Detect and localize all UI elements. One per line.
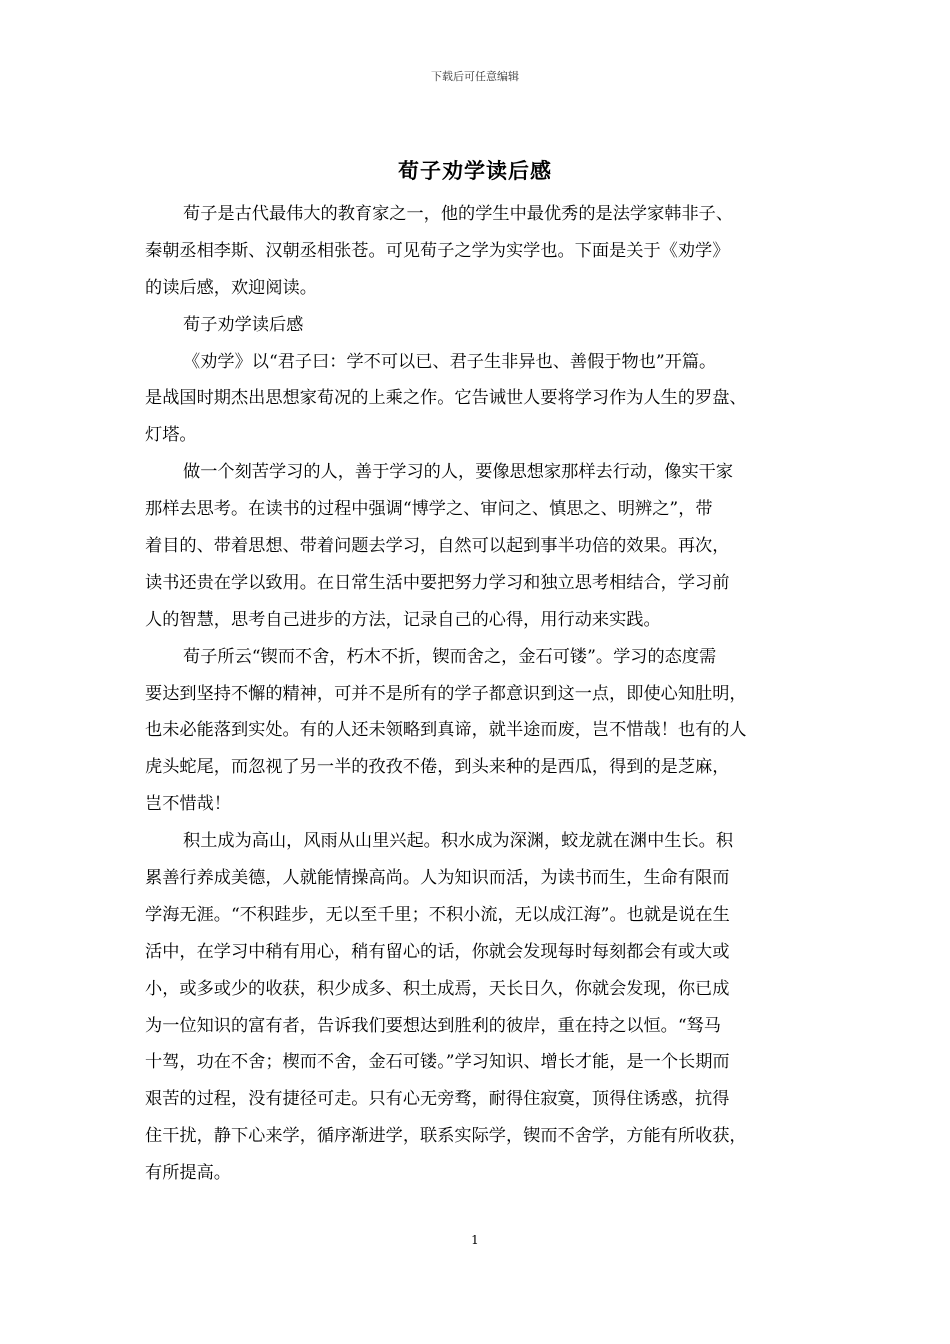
body-text-line: 艰苦的过程，没有捷径可走。只有心无旁骛，耐得住寂寞，顶得住诱惑，抗得: [145, 1089, 730, 1110]
body-text-line: 小，或多或少的收获，积少成多、积土成焉，天长日久，你就会发现，你已成: [145, 978, 730, 999]
body-text-line: 荀子劝学读后感: [183, 314, 304, 335]
body-text-line: 那样去思考。在读书的过程中强调“博学之、审问之、慎思之、明辨之”，带: [145, 499, 713, 520]
body-text-line: 也未必能落到实处。有的人还未领略到真谛，就半途而废，岂不惜哉！也有的人: [145, 720, 747, 741]
body-text-line: 十驾，功在不舍；楔而不舍，金石可镂。”学习知识、增长才能，是一个长期而: [145, 1052, 730, 1073]
body-text-line: 做一个刻苦学习的人，善于学习的人，要像思想家那样去行动，像实干家: [183, 462, 734, 483]
document-body: [145, 196, 817, 1192]
page-number: 1: [471, 1233, 479, 1247]
body-text-line: 为一位知识的富有者，告诉我们要想达到胜利的彼岸，重在持之以恒。“驽马: [145, 1015, 721, 1036]
body-text-line: 荀子所云“锲而不舍，朽木不折，锲而舍之，金石可镂”。学习的态度需: [183, 646, 717, 667]
body-text-line: 荀子是古代最伟大的教育家之一，他的学生中最优秀的是法学家韩非子、: [183, 204, 734, 224]
body-text-line: 岂不惜哉！: [145, 794, 231, 815]
body-text-line: 虎头蛇尾，而忽视了另一半的孜孜不倦，到头来种的是西瓜，得到的是芝麻，: [145, 757, 730, 778]
page-header-note: 下载后可任意编辑: [431, 70, 519, 83]
body-text-line: 活中，在学习中稍有用心，稍有留心的话，你就会发现每时每刻都会有或大或: [145, 941, 730, 962]
body-text-line: 读书还贵在学以致用。在日常生活中要把努力学习和独立思考相结合，学习前: [145, 572, 730, 593]
body-text-line: 人的智慧，思考自己进步的方法，记录自己的心得，用行动来实践。: [145, 609, 661, 630]
body-text-line: 住干扰，静下心来学，循序渐进学，联系实际学，锲而不舍学，方能有所收获，: [145, 1126, 747, 1147]
body-text-line: 要达到坚持不懈的精神，可并不是所有的学子都意识到这一点，即使心知肚明，: [145, 683, 747, 704]
body-text-line: 是战国时期杰出思想家荀况的上乘之作。它告诫世人要将学习作为人生的罗盘、: [145, 388, 747, 409]
body-text-line: 学海无涯。“不积跬步，无以至千里；不积小流，无以成江海”。也就是说在生: [145, 904, 730, 925]
body-text-line: 秦朝丞相李斯、汉朝丞相张苍。可见荀子之学为实学也。下面是关于《劝学》: [145, 240, 730, 261]
body-text-line: 着目的、带着思想、带着问题去学习，自然可以起到事半功倍的效果。再次，: [145, 536, 730, 557]
body-text-line: 的读后感，欢迎阅读。: [145, 277, 317, 298]
body-text-line: 累善行养成美德，人就能情操高尚。人为知识而活，为读书而生，生命有限而: [145, 868, 730, 889]
body-text-line: 灯塔。: [145, 425, 197, 446]
document-title: 荀子劝学读后感: [398, 158, 552, 183]
body-text-line: 积土成为高山，风雨从山里兴起。积水成为深渊，蛟龙就在渊中生长。积: [183, 831, 734, 852]
body-text-line: 《劝学》以“君子曰：学不可以已、君子生非异也、善假于物也”开篇。: [183, 351, 717, 372]
body-text-line: 有所提高。: [145, 1163, 231, 1184]
